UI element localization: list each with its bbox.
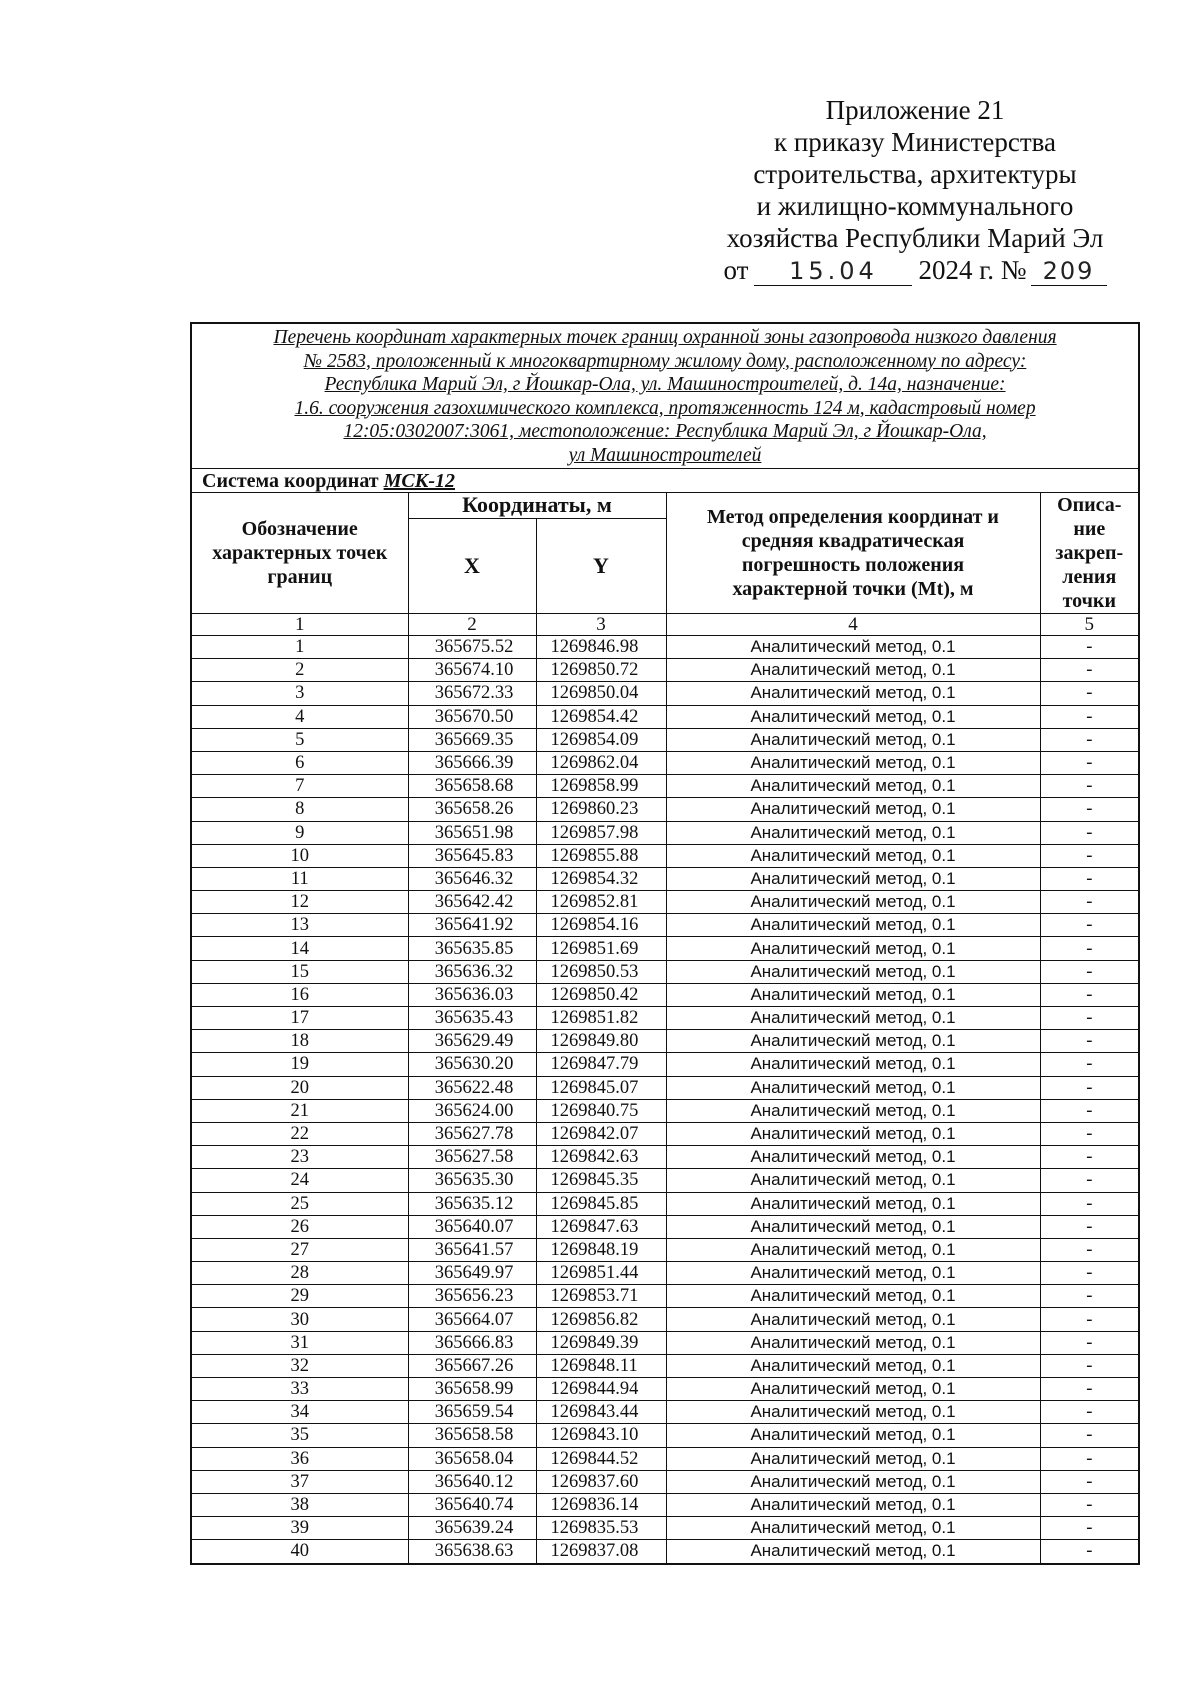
col-coords-header: Координаты, м	[408, 493, 666, 519]
header-text: точки	[1062, 590, 1116, 612]
method-cell: Аналитический метод, 0.1	[666, 1354, 1040, 1377]
y-coordinate-cell: 1269851.44	[536, 1262, 666, 1285]
y-coordinate-cell: 1269862.04	[536, 751, 666, 774]
header-text: погрешность положения	[741, 554, 965, 576]
y-coordinate-cell: 1269837.60	[536, 1470, 666, 1493]
point-number-cell: 1	[191, 636, 408, 659]
x-coordinate-cell: 365658.68	[408, 775, 536, 798]
y-coordinate-cell: 1269849.39	[536, 1331, 666, 1354]
table-row	[191, 960, 1139, 983]
y-coordinate-cell: 1269854.32	[536, 867, 666, 890]
y-coordinate-cell: 1269843.10	[536, 1424, 666, 1447]
point-number-cell: 26	[191, 1215, 408, 1238]
point-number-cell: 2	[191, 659, 408, 682]
method-cell: Аналитический метод, 0.1	[666, 1401, 1040, 1424]
method-cell: Аналитический метод, 0.1	[666, 960, 1040, 983]
method-cell: Аналитический метод, 0.1	[666, 1076, 1040, 1099]
table-row	[191, 844, 1139, 867]
table-row	[191, 891, 1139, 914]
y-coordinate-cell: 1269844.94	[536, 1378, 666, 1401]
x-coordinate-cell: 365641.57	[408, 1238, 536, 1261]
title-line: 12:05:0302007:3061, местоположение: Республика Марий Эл, г Йошкар-Ола,	[343, 421, 987, 442]
table-title-row	[191, 323, 1139, 469]
x-coordinate-cell: 365624.00	[408, 1099, 536, 1122]
method-cell: Аналитический метод, 0.1	[666, 1192, 1040, 1215]
point-number-cell: 33	[191, 1378, 408, 1401]
method-cell: Аналитический метод, 0.1	[666, 1308, 1040, 1331]
point-number-cell: 25	[191, 1192, 408, 1215]
point-number-cell: 16	[191, 983, 408, 1006]
header-text: Обозначение	[241, 518, 358, 540]
header-text: Метод определения координат и	[707, 506, 999, 528]
method-cell: Аналитический метод, 0.1	[666, 983, 1040, 1006]
point-number-cell: 38	[191, 1493, 408, 1516]
x-coordinate-cell: 365667.26	[408, 1354, 536, 1377]
method-cell: Аналитический метод, 0.1	[666, 1122, 1040, 1145]
point-number-cell: 34	[191, 1401, 408, 1424]
table-row	[191, 775, 1139, 798]
fixing-description-cell: -	[1040, 937, 1139, 960]
table-row	[191, 1285, 1139, 1308]
x-coordinate-cell: 365622.48	[408, 1076, 536, 1099]
y-coordinate-cell: 1269857.98	[536, 821, 666, 844]
fixing-description-cell: -	[1040, 1540, 1139, 1564]
point-number-cell: 40	[191, 1540, 408, 1564]
x-coordinate-cell: 365640.07	[408, 1215, 536, 1238]
x-coordinate-cell: 365638.63	[408, 1540, 536, 1564]
coordinate-system-row	[191, 469, 1139, 493]
x-coordinate-cell: 365627.78	[408, 1122, 536, 1145]
point-number-cell: 18	[191, 1030, 408, 1053]
table-row	[191, 1540, 1139, 1564]
x-coordinate-cell: 365629.49	[408, 1030, 536, 1053]
x-coordinate-cell: 365658.04	[408, 1447, 536, 1470]
header-line: Приложение 21	[825, 95, 1005, 125]
method-cell: Аналитический метод, 0.1	[666, 1053, 1040, 1076]
method-cell: Аналитический метод, 0.1	[666, 636, 1040, 659]
method-cell: Аналитический метод, 0.1	[666, 937, 1040, 960]
x-coordinate-cell: 365636.32	[408, 960, 536, 983]
coordinate-system	[191, 469, 1139, 493]
point-number-cell: 22	[191, 1122, 408, 1145]
fixing-description-cell: -	[1040, 751, 1139, 774]
table-row	[191, 937, 1139, 960]
point-number-cell: 31	[191, 1331, 408, 1354]
point-number-cell: 35	[191, 1424, 408, 1447]
table-row	[191, 1076, 1139, 1099]
point-number-cell: 7	[191, 775, 408, 798]
x-coordinate-cell: 365656.23	[408, 1285, 536, 1308]
header-line: строительства, архитектуры	[753, 159, 1077, 189]
y-coordinate-cell: 1269850.53	[536, 960, 666, 983]
table-row	[191, 1030, 1139, 1053]
x-coordinate-cell: 365651.98	[408, 821, 536, 844]
fixing-description-cell: -	[1040, 983, 1139, 1006]
x-coordinate-cell: 365630.20	[408, 1053, 536, 1076]
fixing-description-cell: -	[1040, 1517, 1139, 1540]
table-row	[191, 821, 1139, 844]
fixing-description-cell: -	[1040, 636, 1139, 659]
fixing-description-cell: -	[1040, 1192, 1139, 1215]
x-coordinate-cell: 365639.24	[408, 1517, 536, 1540]
table-row	[191, 1007, 1139, 1030]
x-coordinate-cell: 365645.83	[408, 844, 536, 867]
y-coordinate-cell: 1269836.14	[536, 1493, 666, 1516]
method-cell: Аналитический метод, 0.1	[666, 891, 1040, 914]
point-number-cell: 17	[191, 1007, 408, 1030]
y-coordinate-cell: 1269842.63	[536, 1146, 666, 1169]
method-cell: Аналитический метод, 0.1	[666, 705, 1040, 728]
column-header-row	[191, 493, 1139, 519]
fixing-description-cell: -	[1040, 1331, 1139, 1354]
table-row	[191, 1331, 1139, 1354]
table-row	[191, 1447, 1139, 1470]
point-number-cell: 12	[191, 891, 408, 914]
y-coordinate-cell: 1269848.19	[536, 1238, 666, 1261]
y-coordinate-cell: 1269835.53	[536, 1517, 666, 1540]
point-number-cell: 5	[191, 728, 408, 751]
y-coordinate-cell: 1269845.07	[536, 1076, 666, 1099]
title-line: ул Машиностроителей	[568, 444, 762, 466]
y-coordinate-cell: 1269843.44	[536, 1401, 666, 1424]
point-number-cell: 21	[191, 1099, 408, 1122]
point-number-cell: 8	[191, 798, 408, 821]
y-coordinate-cell: 1269851.69	[536, 937, 666, 960]
x-coordinate-cell: 365641.92	[408, 914, 536, 937]
method-cell: Аналитический метод, 0.1	[666, 659, 1040, 682]
y-coordinate-cell: 1269855.88	[536, 844, 666, 867]
y-coordinate-cell: 1269853.71	[536, 1285, 666, 1308]
y-coordinate-cell: 1269851.82	[536, 1007, 666, 1030]
fixing-description-cell: -	[1040, 1076, 1139, 1099]
column-number-row	[191, 614, 1139, 636]
point-number-cell: 13	[191, 914, 408, 937]
column-number: 2	[408, 614, 536, 636]
table-row	[191, 914, 1139, 937]
table-row	[191, 867, 1139, 890]
x-coordinate-cell: 365640.12	[408, 1470, 536, 1493]
method-cell: Аналитический метод, 0.1	[666, 751, 1040, 774]
method-cell: Аналитический метод, 0.1	[666, 775, 1040, 798]
col-y-header: Y	[536, 518, 666, 613]
system-value: МСК-12	[383, 470, 455, 492]
y-coordinate-cell: 1269860.23	[536, 798, 666, 821]
column-number: 1	[191, 614, 408, 636]
y-coordinate-cell: 1269845.85	[536, 1192, 666, 1215]
header-text: характерной точки (Mt), м	[732, 578, 974, 600]
point-number-cell: 39	[191, 1517, 408, 1540]
y-coordinate-cell: 1269837.08	[536, 1540, 666, 1564]
x-coordinate-cell: 365675.52	[408, 636, 536, 659]
x-coordinate-cell: 365635.30	[408, 1169, 536, 1192]
header-line: к приказу Министерства	[773, 127, 1057, 157]
date-prefix: от	[723, 255, 749, 285]
point-number-cell: 14	[191, 937, 408, 960]
y-coordinate-cell: 1269846.98	[536, 636, 666, 659]
fixing-description-cell: -	[1040, 960, 1139, 983]
x-coordinate-cell: 365658.99	[408, 1378, 536, 1401]
method-cell: Аналитический метод, 0.1	[666, 1099, 1040, 1122]
header-line: и жилищно-коммунального	[756, 191, 1074, 221]
point-number-cell: 6	[191, 751, 408, 774]
table-row	[191, 1401, 1139, 1424]
fixing-description-cell: -	[1040, 1262, 1139, 1285]
x-coordinate-cell: 365635.43	[408, 1007, 536, 1030]
table-row	[191, 1378, 1139, 1401]
fixing-description-cell: -	[1040, 1401, 1139, 1424]
y-coordinate-cell: 1269858.99	[536, 775, 666, 798]
table-row	[191, 1470, 1139, 1493]
y-coordinate-cell: 1269845.35	[536, 1169, 666, 1192]
y-coordinate-cell: 1269847.79	[536, 1053, 666, 1076]
point-number-cell: 29	[191, 1285, 408, 1308]
method-cell: Аналитический метод, 0.1	[666, 1238, 1040, 1261]
y-coordinate-cell: 1269848.11	[536, 1354, 666, 1377]
x-coordinate-cell: 365659.54	[408, 1401, 536, 1424]
handwritten-number: 209	[1031, 257, 1107, 286]
fixing-description-cell: -	[1040, 798, 1139, 821]
method-cell: Аналитический метод, 0.1	[666, 914, 1040, 937]
x-coordinate-cell: 365649.97	[408, 1262, 536, 1285]
x-coordinate-cell: 365640.74	[408, 1493, 536, 1516]
table-row	[191, 705, 1139, 728]
header-text: закреп-	[1055, 542, 1124, 564]
fixing-description-cell: -	[1040, 1354, 1139, 1377]
method-cell: Аналитический метод, 0.1	[666, 821, 1040, 844]
method-cell: Аналитический метод, 0.1	[666, 1215, 1040, 1238]
y-coordinate-cell: 1269852.81	[536, 891, 666, 914]
header-text: средняя квадратическая	[741, 530, 965, 552]
fixing-description-cell: -	[1040, 821, 1139, 844]
table-row	[191, 1146, 1139, 1169]
method-cell: Аналитический метод, 0.1	[666, 1030, 1040, 1053]
x-coordinate-cell: 365627.58	[408, 1146, 536, 1169]
table-row	[191, 1238, 1139, 1261]
fixing-description-cell: -	[1040, 867, 1139, 890]
fixing-description-cell: -	[1040, 1215, 1139, 1238]
header-text: ления	[1062, 566, 1117, 588]
y-coordinate-cell: 1269856.82	[536, 1308, 666, 1331]
table-row	[191, 1122, 1139, 1145]
point-number-cell: 9	[191, 821, 408, 844]
y-coordinate-cell: 1269840.75	[536, 1099, 666, 1122]
fixing-description-cell: -	[1040, 1378, 1139, 1401]
point-number-cell: 23	[191, 1146, 408, 1169]
header-date-line	[690, 254, 1140, 286]
x-coordinate-cell: 365646.32	[408, 867, 536, 890]
y-coordinate-cell: 1269842.07	[536, 1122, 666, 1145]
point-number-cell: 20	[191, 1076, 408, 1099]
header-text: границ	[267, 566, 333, 588]
col-designation-header	[191, 493, 408, 614]
table-row	[191, 1192, 1139, 1215]
y-coordinate-cell: 1269847.63	[536, 1215, 666, 1238]
col-desc-header	[1040, 493, 1139, 614]
header-text: ние	[1073, 518, 1106, 540]
point-number-cell: 32	[191, 1354, 408, 1377]
table-row	[191, 1424, 1139, 1447]
point-number-cell: 3	[191, 682, 408, 705]
point-number-cell: 24	[191, 1169, 408, 1192]
method-cell: Аналитический метод, 0.1	[666, 1285, 1040, 1308]
fixing-description-cell: -	[1040, 705, 1139, 728]
table-row	[191, 798, 1139, 821]
point-number-cell: 28	[191, 1262, 408, 1285]
fixing-description-cell: -	[1040, 1122, 1139, 1145]
method-cell: Аналитический метод, 0.1	[666, 1424, 1040, 1447]
fixing-description-cell: -	[1040, 1053, 1139, 1076]
x-coordinate-cell: 365664.07	[408, 1308, 536, 1331]
point-number-cell: 19	[191, 1053, 408, 1076]
y-coordinate-cell: 1269849.80	[536, 1030, 666, 1053]
table-row	[191, 1262, 1139, 1285]
x-coordinate-cell: 365658.26	[408, 798, 536, 821]
x-coordinate-cell: 365666.39	[408, 751, 536, 774]
header-text: Описа-	[1057, 494, 1122, 516]
header-text: характерных точек	[212, 542, 388, 564]
table-row	[191, 1354, 1139, 1377]
fixing-description-cell: -	[1040, 914, 1139, 937]
method-cell: Аналитический метод, 0.1	[666, 844, 1040, 867]
fixing-description-cell: -	[1040, 1030, 1139, 1053]
method-cell: Аналитический метод, 0.1	[666, 1540, 1040, 1564]
y-coordinate-cell: 1269850.04	[536, 682, 666, 705]
table-row	[191, 636, 1139, 659]
table-row	[191, 1308, 1139, 1331]
point-number-cell: 4	[191, 705, 408, 728]
table-row	[191, 728, 1139, 751]
method-cell: Аналитический метод, 0.1	[666, 1517, 1040, 1540]
y-coordinate-cell: 1269854.16	[536, 914, 666, 937]
col-method-header	[666, 493, 1040, 614]
fixing-description-cell: -	[1040, 1447, 1139, 1470]
year-label: 2024 г. №	[918, 255, 1027, 285]
table-title	[191, 323, 1139, 469]
method-cell: Аналитический метод, 0.1	[666, 1007, 1040, 1030]
point-number-cell: 10	[191, 844, 408, 867]
system-label: Система координат	[202, 470, 379, 492]
point-number-cell: 27	[191, 1238, 408, 1261]
fixing-description-cell: -	[1040, 682, 1139, 705]
method-cell: Аналитический метод, 0.1	[666, 1146, 1040, 1169]
point-number-cell: 11	[191, 867, 408, 890]
fixing-description-cell: -	[1040, 1424, 1139, 1447]
coordinates-table	[190, 322, 1140, 1565]
fixing-description-cell: -	[1040, 728, 1139, 751]
title-line: Перечень координат характерных точек границ охранной зоны газопровода низкого давления	[273, 327, 1057, 348]
fixing-description-cell: -	[1040, 1099, 1139, 1122]
table-row	[191, 659, 1139, 682]
title-line: 1.6. сооружения газохимического комплекса, протяженность 124 м, кадастровый номер	[294, 397, 1036, 419]
col-x-header: X	[408, 518, 536, 613]
column-number: 3	[536, 614, 666, 636]
title-line: Республика Марий Эл, г Йошкар-Ола, ул. Машиностроителей, д. 14а, назначение:	[324, 374, 1006, 395]
handwritten-date: 15.04	[754, 257, 912, 286]
fixing-description-cell: -	[1040, 1169, 1139, 1192]
fixing-description-cell: -	[1040, 1238, 1139, 1261]
fixing-description-cell: -	[1040, 844, 1139, 867]
x-coordinate-cell: 365670.50	[408, 705, 536, 728]
fixing-description-cell: -	[1040, 891, 1139, 914]
point-number-cell: 30	[191, 1308, 408, 1331]
fixing-description-cell: -	[1040, 659, 1139, 682]
fixing-description-cell: -	[1040, 1007, 1139, 1030]
table-row	[191, 751, 1139, 774]
fixing-description-cell: -	[1040, 775, 1139, 798]
x-coordinate-cell: 365666.83	[408, 1331, 536, 1354]
fixing-description-cell: -	[1040, 1285, 1139, 1308]
fixing-description-cell: -	[1040, 1146, 1139, 1169]
y-coordinate-cell: 1269854.09	[536, 728, 666, 751]
method-cell: Аналитический метод, 0.1	[666, 682, 1040, 705]
x-coordinate-cell: 365669.35	[408, 728, 536, 751]
method-cell: Аналитический метод, 0.1	[666, 1470, 1040, 1493]
document-header	[690, 94, 1140, 286]
fixing-description-cell: -	[1040, 1470, 1139, 1493]
point-number-cell: 15	[191, 960, 408, 983]
x-coordinate-cell: 365636.03	[408, 983, 536, 1006]
x-coordinate-cell: 365642.42	[408, 891, 536, 914]
column-number: 4	[666, 614, 1040, 636]
x-coordinate-cell: 365658.58	[408, 1424, 536, 1447]
y-coordinate-cell: 1269854.42	[536, 705, 666, 728]
point-number-cell: 36	[191, 1447, 408, 1470]
y-coordinate-cell: 1269850.72	[536, 659, 666, 682]
header-line: хозяйства Республики Марий Эл	[726, 223, 1104, 253]
x-coordinate-cell: 365674.10	[408, 659, 536, 682]
method-cell: Аналитический метод, 0.1	[666, 1169, 1040, 1192]
method-cell: Аналитический метод, 0.1	[666, 1378, 1040, 1401]
x-coordinate-cell: 365635.85	[408, 937, 536, 960]
fixing-description-cell: -	[1040, 1308, 1139, 1331]
table-row	[191, 682, 1139, 705]
table-row	[191, 1169, 1139, 1192]
column-number: 5	[1040, 614, 1139, 636]
table-row	[191, 1517, 1139, 1540]
x-coordinate-cell: 365672.33	[408, 682, 536, 705]
y-coordinate-cell: 1269850.42	[536, 983, 666, 1006]
title-line: № 2583, проложенный к многоквартирному жилому дому, расположенному по адресу:	[303, 350, 1027, 372]
table-row	[191, 1099, 1139, 1122]
table-row	[191, 1215, 1139, 1238]
table-row	[191, 983, 1139, 1006]
method-cell: Аналитический метод, 0.1	[666, 1447, 1040, 1470]
method-cell: Аналитический метод, 0.1	[666, 728, 1040, 751]
method-cell: Аналитический метод, 0.1	[666, 798, 1040, 821]
fixing-description-cell: -	[1040, 1493, 1139, 1516]
method-cell: Аналитический метод, 0.1	[666, 1331, 1040, 1354]
table-row	[191, 1053, 1139, 1076]
method-cell: Аналитический метод, 0.1	[666, 867, 1040, 890]
method-cell: Аналитический метод, 0.1	[666, 1262, 1040, 1285]
table-row	[191, 1493, 1139, 1516]
point-number-cell: 37	[191, 1470, 408, 1493]
method-cell: Аналитический метод, 0.1	[666, 1493, 1040, 1516]
y-coordinate-cell: 1269844.52	[536, 1447, 666, 1470]
x-coordinate-cell: 365635.12	[408, 1192, 536, 1215]
